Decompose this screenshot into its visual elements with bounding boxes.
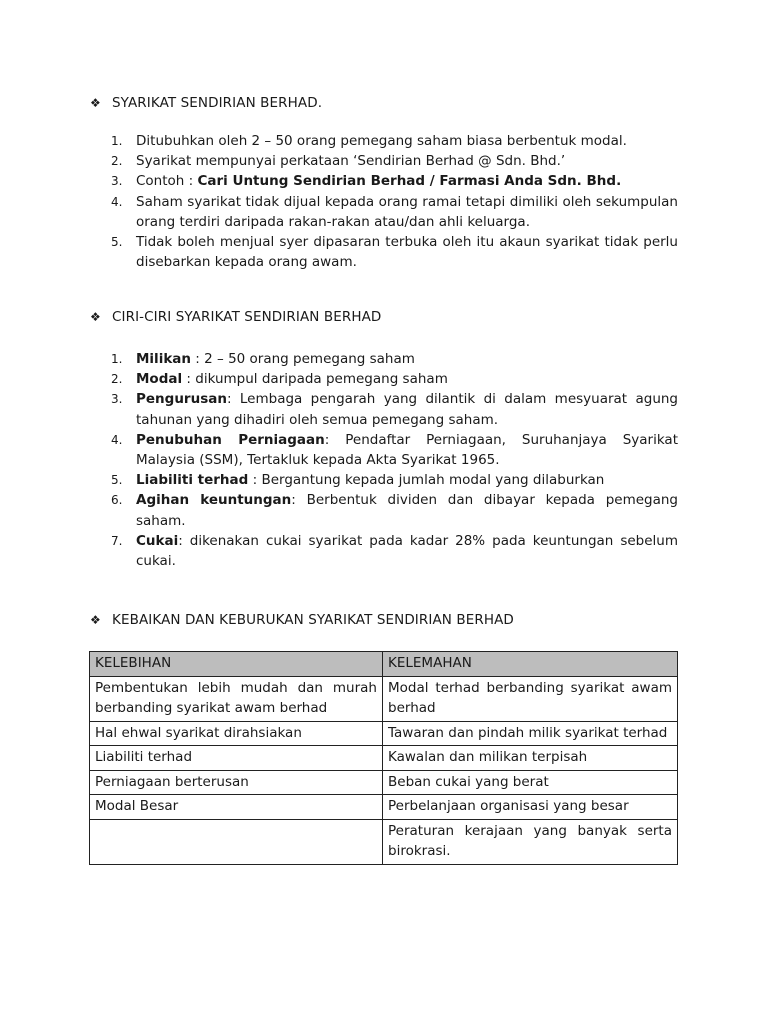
- diamond-bullet-icon: ❖: [90, 310, 101, 324]
- section-heading-syarikat-sendirian-berhad: [90, 95, 322, 111]
- features-list: [108, 349, 678, 571]
- table-cell: Tawaran dan pindah milik syarikat terhad: [383, 721, 678, 746]
- table-cell: Modal Besar: [90, 795, 383, 820]
- table-cell: Peraturan kerajaan yang banyak serta birokrasi.: [383, 819, 678, 864]
- table-row: [90, 721, 678, 746]
- table-cell: Beban cukai yang berat: [383, 770, 678, 795]
- section-title: KEBAIKAN DAN KEBURUKAN SYARIKAT SENDIRIAN BERHAD: [112, 612, 514, 628]
- list-item: 5. Liabiliti terhad : Bergantung kepada jumlah modal yang dilaburkan: [111, 472, 605, 489]
- table-cell: Kawalan dan milikan terpisah: [383, 746, 678, 771]
- advantages-disadvantages-table: [89, 651, 678, 865]
- diamond-bullet-icon: ❖: [90, 613, 101, 627]
- list-item: 2. Modal : dikumpul daripada pemegang saham: [111, 371, 448, 388]
- list-item: 2. Syarikat mempunyai perkataan ‘Sendirian Berhad @ Sdn. Bhd.’: [111, 153, 566, 170]
- list-item: 1. Milikan : 2 – 50 orang pemegang saham: [111, 351, 415, 367]
- table-header-row: [90, 652, 678, 677]
- diamond-bullet-icon: ❖: [90, 96, 101, 110]
- example-company-names: Cari Untung Sendirian Berhad / Farmasi Anda Sdn. Bhd.: [197, 173, 622, 190]
- section-heading-kebaikan-keburukan: [90, 612, 514, 628]
- definition-list: [108, 131, 678, 272]
- table-cell: [90, 819, 383, 864]
- list-item: 4. Saham syarikat tidak dijual kepada orang ramai tetapi dimiliki oleh sekumpulan orang terdiri daripada rakan-rakan atau/dan ahli keluarga.: [111, 193, 678, 230]
- header-kelemahan: KELEMAHAN: [383, 652, 678, 677]
- table-row: [90, 746, 678, 771]
- table-row: [90, 795, 678, 820]
- list-item: 3. Contoh : Cari Untung Sendirian Berhad / Farmasi Anda Sdn. Bhd.: [111, 173, 622, 190]
- table-cell: Hal ehwal syarikat dirahsiakan: [90, 721, 383, 746]
- list-item: 5. Tidak boleh menjual syer dipasaran terbuka oleh itu akaun syarikat tidak perlu disebarkan kepada orang awam.: [111, 234, 678, 271]
- table-row: [90, 819, 678, 864]
- list-item: 3. Pengurusan: Lembaga pengarah yang dilantik di dalam mesyuarat agung tahunan yang dihadiri oleh semua pemegang saham.: [111, 391, 678, 428]
- list-item: 4. Penubuhan Perniagaan: Pendaftar Perniagaan, Suruhanjaya Syarikat Malaysia (SSM), Tertakluk kepada Akta Syarikat 1965.: [111, 431, 678, 469]
- list-item: 1. Ditubuhkan oleh 2 – 50 orang pemegang saham biasa berbentuk modal.: [111, 133, 627, 149]
- section-heading-ciri-ciri: [90, 309, 381, 325]
- table-cell: Perbelanjaan organisasi yang besar: [383, 795, 678, 820]
- table-cell: Modal terhad berbanding syarikat awam berhad: [383, 676, 678, 721]
- section-title: CIRI-CIRI SYARIKAT SENDIRIAN BERHAD: [112, 309, 382, 325]
- table-cell: Pembentukan lebih mudah dan murah berbanding syarikat awam berhad: [90, 676, 383, 721]
- list-item: 7. Cukai: dikenakan cukai syarikat pada kadar 28% pada keuntungan sebelum cukai.: [111, 532, 678, 570]
- list-item: 6. Agihan keuntungan: Berbentuk dividen dan dibayar kepada pemegang saham.: [111, 492, 678, 529]
- section-title: SYARIKAT SENDIRIAN BERHAD.: [112, 95, 323, 111]
- table-row: [90, 770, 678, 795]
- table-row: [90, 676, 678, 721]
- header-kelebihan: KELEBIHAN: [90, 652, 383, 677]
- table-cell: Perniagaan berterusan: [90, 770, 383, 795]
- table-cell: Liabiliti terhad: [90, 746, 383, 771]
